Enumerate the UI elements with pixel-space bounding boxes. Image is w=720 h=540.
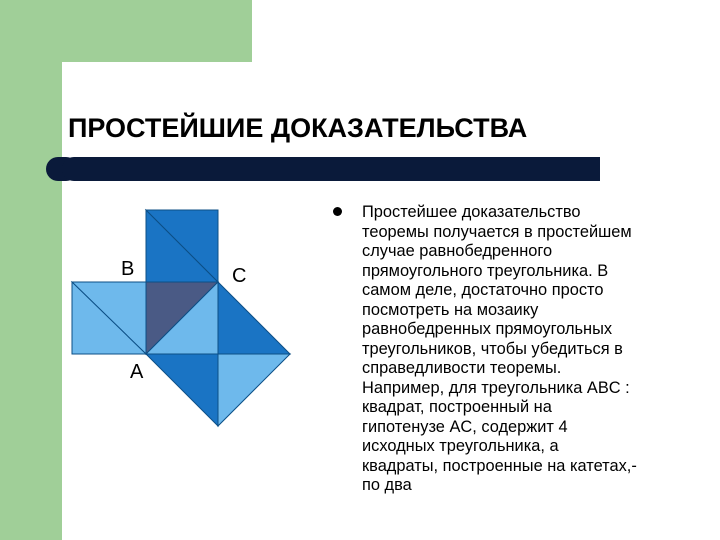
- slide-body-text: Простейшее доказательство теоремы получается в простейшем случае равнобедренного прямоугольного треугольника. В самом деле, достаточно просто посмотреть на мозаику равнобедренных прямоугольных треугольников, чтобы убедиться в справедливости теоремы. Например, для треугольника ABC : квадрат, построенный на гипотенузе AC, содержит 4 исходных треугольника, а квадраты, построенные на катетах,- по два: [362, 203, 637, 494]
- title-underline-bar: [62, 157, 600, 181]
- hypotenuse-square-bottom-right-triangle: [218, 354, 290, 426]
- vertex-label-a: A: [130, 361, 144, 383]
- vertex-label-c: C: [232, 265, 247, 287]
- vertex-label-b: B: [121, 258, 135, 280]
- hypotenuse-square-right-triangle: [218, 282, 290, 354]
- hypotenuse-square-bottom-left-triangle: [146, 354, 218, 426]
- pythagoras-mosaic-diagram: [62, 200, 312, 440]
- bullet-point: [333, 207, 342, 216]
- slide-title: ПРОСТЕЙШИЕ ДОКАЗАТЕЛЬСТВА: [68, 113, 528, 143]
- background-decoration-left: [0, 0, 62, 540]
